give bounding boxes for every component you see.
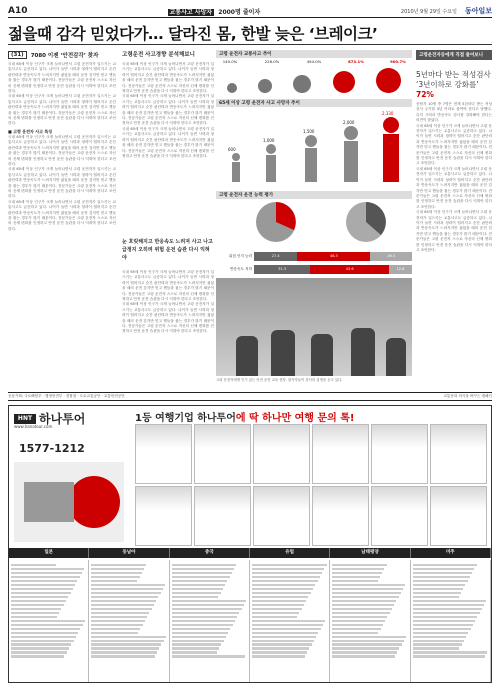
hbar-segment: 12.8: [389, 265, 412, 274]
ad-price-line: [91, 624, 142, 626]
ad-price-line: [172, 592, 221, 594]
article-bullet-heading: ■ 고령 운전자 사고 특징: [8, 128, 53, 134]
sidebar-heading: 고령운전자등에게 직접 물어보니: [416, 50, 492, 60]
ad-price-line: [413, 651, 488, 653]
ad-price-line: [11, 655, 64, 657]
ad-price-line: [252, 604, 304, 606]
ad-price-line: [91, 647, 159, 649]
ad-price-list: [9, 560, 89, 682]
ad-price-line: [332, 643, 401, 645]
article-body: 국내 65세 이상 인구가 크게 늘어나면서 고령 운전자가 일으키는 교통사고도 급증하고 있다. 나이가 들면 시력과 청력이 떨어지고 순간 판단력과 반응속도가 느려지지만 젊었을 때의 운전 감각만 믿고 핸들을 잡는 경우가 많기 때문이다. 전문가들은 고령 운전자 스스로 자신의 신체 변화를 인정하고 안전 운전 습관을 다시 익혀야 한다고 조언한다.: [122, 62, 214, 94]
ad-price-line: [172, 651, 217, 653]
ad-price-line: [332, 628, 380, 630]
sidebar-article: [416, 50, 492, 370]
ad-region-label: 동남아: [89, 548, 169, 558]
ad-price-line: [332, 596, 398, 598]
ad-brand-name: 하나투어: [39, 412, 86, 426]
sidebar-body-continued: 국내 65세 이상 인구가 크게 늘어나면서 고령 운전자가 일으키는 교통사고도 급증하고 있다. 나이가 들면 시력과 청력이 떨어지고 순간 판단력과 반응속도가 느려지지만 젊었을 때의 운전 감각만 믿고 핸들을 잡는 경우가 많기 때문이다. 전문가들은 고령 운전자 스스로 자신의 신체 변화를 인정하고 안전 운전 습관을 다시 익혀야 한다고 조언한다.: [416, 123, 492, 166]
ad-tour-card[interactable]: [135, 424, 192, 484]
ad-price-line: [11, 612, 59, 614]
sidebar-body: 응답자 10명 중 7명은 현재 5년마다 받는 적성검사 주기를 3년 이하로 줄여야 한다고 답했다. 특히 시력과 반응속도 검사를 강화해야 한다는 의견이 많았다.: [416, 102, 492, 123]
ad-price-line: [91, 643, 161, 645]
photo-person: [311, 334, 333, 376]
ad-price-line: [252, 616, 297, 618]
ad-price-line: [91, 628, 140, 630]
ad-region-label: 미주: [411, 548, 491, 558]
series-label: [8, 50, 116, 60]
issue-date: 2010년 9월 29일 수요일: [400, 8, 457, 15]
person-icon: [383, 117, 399, 133]
ad-price-list: [89, 560, 169, 682]
person-icon: [232, 153, 240, 161]
ad-price-line: [332, 576, 379, 578]
ad-price-line: [332, 568, 384, 570]
ad-price-line: [11, 604, 64, 606]
ad-tour-card[interactable]: [253, 486, 310, 546]
ad-price-line: [332, 647, 399, 649]
ad-price-line: [252, 620, 325, 622]
ad-price-line: [413, 608, 482, 610]
ad-slogan-highlight: 에 딱 하나만 여행 문의 톡!: [235, 413, 355, 424]
chart1-bubble: [258, 79, 272, 93]
photo-person: [386, 338, 406, 376]
ad-tour-card[interactable]: [312, 486, 369, 546]
ad-price-line: [413, 612, 480, 614]
ad-price-line: [413, 655, 485, 657]
ad-price-line: [11, 640, 74, 642]
ad-price-line: [172, 624, 233, 626]
article-body-continued: 국내 65세 이상 인구가 크게 늘어나면서 고령 운전자가 일으키는 교통사고도 급증하고 있다. 나이가 들면 시력과 청력이 떨어지고 순간 판단력과 반응속도가 느려지지만 젊었을 때의 운전 감각만 믿고 핸들을 잡는 경우가 많기 때문이다. 전문가들은 고령 운전자 스스로 자신의 신체 변화를 인정하고 안전 운전 습관을 다시 익혀야 한다고 조언한다.: [8, 167, 116, 199]
ad-price-line: [252, 647, 309, 649]
chart-title-1: 고령 운전자 교통사고 추이: [216, 50, 412, 58]
chart1-bubble: [227, 83, 237, 93]
main-headline: 젊을때 감각 믿었다가… 달라진 몸, 한발 늦은 ‘브레이크’: [8, 25, 378, 43]
ad-price-line: [172, 620, 235, 622]
chart1-value: 226.0%: [264, 59, 280, 64]
ad-price-line: [413, 620, 476, 622]
ad-price-line: [11, 620, 85, 622]
article-body-continued: 국내 65세 이상 인구가 크게 늘어나면서 고령 운전자가 일으키는 교통사고도 급증하고 있다. 나이가 들면 시력과 청력이 떨어지고 순간 판단력과 반응속도가 느려지지만 젊었을 때의 운전 감각만 믿고 핸들을 잡는 경우가 많기 때문이다. 전문가들은 고령 운전자 스스로 자신의 신체 변화를 인정하고 안전 운전 습관을 다시 익혀야 한다고 조언한다.: [8, 199, 116, 231]
ad-price-line: [413, 628, 471, 630]
ad-price-line: [252, 651, 307, 653]
ad-price-line: [172, 647, 219, 649]
ad-tour-card[interactable]: [135, 486, 192, 546]
person-icon: [383, 134, 399, 182]
sidebar-body-continued: 국내 65세 이상 인구가 크게 늘어나면서 고령 운전자가 일으키는 교통사고도 급증하고 있다. 나이가 들면 시력과 청력이 떨어지고 순간 판단력과 반응속도가 느려지지만 젊었을 때의 운전 감각만 믿고 핸들을 잡는 경우가 많기 때문이다. 전문가들은 고령 운전자 스스로 자신의 신체 변화를 인정하고 안전 운전 습관을 다시 익혀야 한다고 조언한다.: [416, 166, 492, 209]
series-number: (31): [8, 51, 27, 59]
sidebar-title-line2: ‘3년이하로 강화를’ 72%: [416, 80, 479, 99]
ad-price-line: [11, 636, 76, 638]
sidebar-title-line1: 5년마다 받는 적성검사: [416, 70, 491, 79]
ad-price-line: [172, 584, 225, 586]
ad-price-line: [332, 588, 403, 590]
photo-caption: 고령 운전자에게 인기 있는 안전 운전 교육 현장. 참가자들이 강사의 설명을 듣고 있다.: [216, 378, 343, 382]
ad-price-line: [413, 624, 473, 626]
ad-price-line: [252, 612, 299, 614]
ad-price-line: [91, 604, 154, 606]
person-icon: [344, 126, 358, 140]
ad-price-line: [332, 584, 405, 586]
ad-price-line: [332, 620, 385, 622]
ad-price-line: [332, 651, 397, 653]
ad-price-line: [252, 632, 318, 634]
pull-quote: 눈 흐릿해지고 반응속도 느려져 사고 나고 급정지 오히려 위험 운전 습관 다시 익혀야: [122, 239, 213, 261]
advertisement[interactable]: [8, 405, 492, 683]
person-icon: [305, 148, 317, 182]
ad-region-bar: [9, 548, 491, 558]
hbar-row: [216, 250, 412, 262]
ad-price-line: [172, 636, 226, 638]
ad-price-line: [11, 596, 68, 598]
ad-price-line: [91, 655, 154, 657]
ad-price-line: [252, 580, 318, 582]
ad-price-line: [413, 564, 477, 566]
ad-price-line: [11, 600, 66, 602]
ad-price-line: [172, 608, 242, 610]
article-body-continued: 국내 65세 이상 인구가 크게 늘어나면서 고령 운전자가 일으키는 교통사고도 급증하고 있다. 나이가 들면 시력과 청력이 떨어지고 순간 판단력과 반응속도가 느려지지만 젊었을 때의 운전 감각만 믿고 핸들을 잡는 경우가 많기 때문이다. 전문가들은 고령 운전자 스스로 자신의 신체 변화를 인정하고 안전 운전 습관을 다시 익혀야 한다고 조언한다.: [8, 94, 116, 126]
ad-price-line: [252, 608, 302, 610]
ad-tour-card[interactable]: [194, 424, 251, 484]
article-photo: [216, 278, 412, 376]
ad-price-line: [172, 604, 244, 606]
chart1-bubble: [376, 68, 401, 93]
ad-price-line: [252, 643, 312, 645]
ad-price-line: [172, 572, 232, 574]
ad-price-line: [11, 608, 61, 610]
article-column-1: [8, 62, 116, 390]
ad-price-line: [332, 608, 392, 610]
ad-price-line: [11, 588, 73, 590]
ad-price-line: [91, 572, 141, 574]
section-tag: 교통사고 사망자: [169, 8, 213, 16]
ad-price-line: [413, 592, 461, 594]
chart2-value: 1,500: [303, 129, 315, 134]
sidebar-body-continued: 국내 65세 이상 인구가 크게 늘어나면서 고령 운전자가 일으키는 교통사고도 급증하고 있다. 나이가 들면 시력과 청력이 떨어지고 순간 판단력과 반응속도가 느려지지만 젊었을 때의 운전 감각만 믿고 핸들을 잡는 경우가 많기 때문이다. 전문가들은 고령 운전자 스스로 자신의 신체 변화를 인정하고 안전 운전 습관을 다시 익혀야 한다고 조언한다.: [416, 210, 492, 252]
chart1-value: 900.7%: [390, 59, 406, 64]
ad-price-line: [91, 584, 165, 586]
ad-price-line: [91, 640, 163, 642]
ad-price-line: [172, 632, 229, 634]
ad-price-line: [91, 580, 137, 582]
ad-price-line: [11, 572, 82, 574]
chart2-value: 2,330: [382, 111, 394, 116]
sidebar-percent: 72%: [416, 90, 434, 99]
ad-price-line: [172, 588, 223, 590]
ad-tour-card[interactable]: [194, 486, 251, 546]
chart2-value: 2,000: [343, 120, 355, 125]
ad-price-line: [252, 584, 315, 586]
chart1-bubble: [333, 71, 355, 93]
ad-price-list: [250, 560, 330, 682]
footer-left: 공동기획: 국토해양부 · 행정안전부 · 경찰청 · 도로교통공단 · 교통안전공단: [8, 394, 125, 398]
ad-price-line: [332, 632, 378, 634]
ad-price-line: [252, 564, 327, 566]
ad-region-label: 일본: [9, 548, 89, 558]
hbar-label: 위험 인지 능력: [228, 254, 252, 258]
ad-price-list: [411, 560, 491, 682]
ad-price-line: [11, 651, 67, 653]
section-title: 2000명 줄이자: [218, 8, 261, 16]
chart1-bubble: [293, 75, 311, 93]
ad-price-line: [332, 592, 401, 594]
infographic: [216, 50, 412, 250]
ad-price-line: [332, 616, 387, 618]
ad-price-line: [413, 576, 470, 578]
ad-price-line: [11, 647, 69, 649]
footer-right: 교통문화 의식을 바꾸는 캠페인: [443, 394, 492, 398]
ad-price-line: [172, 568, 235, 570]
person-icon: [232, 162, 240, 182]
article-column-2b: [122, 270, 214, 390]
ad-slogan-prefix: 1등 여행기업 하나투어: [135, 413, 236, 424]
ad-price-line: [413, 568, 475, 570]
photo-person: [351, 328, 375, 376]
ad-price-lists: [9, 560, 491, 682]
ad-price-line: [252, 576, 320, 578]
ad-tour-card[interactable]: [430, 486, 487, 546]
ad-price-line: [11, 628, 80, 630]
ad-price-line: [252, 636, 316, 638]
ad-price-line: [413, 643, 462, 645]
ad-graphic: [14, 462, 124, 542]
ad-price-line: [413, 604, 485, 606]
chart-title-3: 고령 운전자 운전 능력 평가: [216, 191, 412, 199]
ad-price-line: [91, 592, 160, 594]
ad-price-line: [252, 655, 305, 657]
ad-tour-grid: [135, 424, 487, 546]
page-footer: [8, 392, 492, 401]
ad-price-line: [91, 636, 166, 638]
ad-phone: 1577-1212: [19, 442, 85, 455]
ad-price-line: [172, 576, 230, 578]
ad-price-line: [172, 616, 238, 618]
ad-price-line: [332, 580, 377, 582]
ad-price-line: [413, 647, 460, 649]
ad-price-line: [413, 596, 459, 598]
sidebar-title: [416, 70, 492, 100]
ad-price-line: [11, 632, 78, 634]
ad-price-line: [91, 600, 156, 602]
hbar-row: [216, 263, 412, 275]
ad-price-line: [91, 588, 163, 590]
ad-price-line: [252, 572, 322, 574]
ad-price-line: [332, 564, 386, 566]
ad-price-line: [172, 564, 237, 566]
ad-tour-card[interactable]: [253, 424, 310, 484]
page-header: [8, 5, 492, 18]
ad-price-line: [172, 643, 222, 645]
article-body-continued: 국내 65세 이상 인구가 크게 늘어나면서 고령 운전자가 일으키는 교통사고도 급증하고 있다. 나이가 들면 시력과 청력이 떨어지고 순간 판단력과 반응속도가 느려지지만 젊었을 때의 운전 감각만 믿고 핸들을 잡는 경우가 많기 때문이다. 전문가들은 고령 운전자 스스로 자신의 신체 변화를 인정하고 안전 운전 습관을 다시 익혀야 한다고 조언한다.: [122, 302, 214, 334]
article-body-continued: 국내 65세 이상 인구가 크게 늘어나면서 고령 운전자가 일으키는 교통사고도 급증하고 있다. 나이가 들면 시력과 청력이 떨어지고 순간 판단력과 반응속도가 느려지지만 젊었을 때의 운전 감각만 믿고 핸들을 잡는 경우가 많기 때문이다. 전문가들은 고령 운전자 스스로 자신의 신체 변화를 인정하고 안전 운전 습관을 다시 익혀야 한다고 조언한다.: [8, 134, 116, 166]
chart1-value: 140.0%: [222, 59, 238, 64]
person-icon: [344, 141, 358, 182]
ad-price-line: [11, 580, 77, 582]
article-body-continued: 국내 65세 이상 인구가 크게 늘어나면서 고령 운전자가 일으키는 교통사고도 급증하고 있다. 나이가 들면 시력과 청력이 떨어지고 순간 판단력과 반응속도가 느려지지만 젊었을 때의 운전 감각만 믿고 핸들을 잡는 경우가 많기 때문이다. 전문가들은 고령 운전자 스스로 자신의 신체 변화를 인정하고 안전 운전 습관을 다시 익혀야 한다고 조언한다.: [122, 94, 214, 126]
ad-price-line: [252, 624, 323, 626]
ad-price-line: [172, 628, 231, 630]
chart3-pie-area: [216, 199, 412, 245]
chart1-values: [216, 58, 412, 65]
ad-price-line: [413, 632, 469, 634]
ad-price-line: [413, 572, 473, 574]
ad-price-line: [332, 600, 396, 602]
newspaper-name: 동아일보: [464, 7, 492, 15]
ad-region-label: 유럽: [250, 548, 330, 558]
article-column-2: [122, 62, 214, 234]
ad-price-line: [252, 588, 313, 590]
ad-price-line: [91, 576, 139, 578]
ad-price-line: [11, 584, 75, 586]
ad-image-placeholder: [24, 482, 74, 522]
person-icon: [266, 155, 276, 182]
ad-price-line: [91, 632, 138, 634]
ad-price-line: [252, 640, 314, 642]
ad-price-line: [91, 564, 146, 566]
ad-price-line: [11, 576, 80, 578]
hanatour-logo-icon: HNT: [14, 414, 36, 424]
ad-price-line: [332, 655, 395, 657]
ad-price-line: [252, 592, 311, 594]
ad-price-line: [91, 620, 144, 622]
ad-tour-card[interactable]: [371, 424, 428, 484]
chart2-value: 600: [228, 147, 236, 152]
ad-price-line: [413, 600, 487, 602]
ad-price-line: [172, 612, 240, 614]
photo-person: [236, 336, 258, 376]
hbar-segment: 46.3: [297, 252, 370, 261]
section-label: [168, 7, 261, 16]
person-icon: [305, 135, 317, 147]
chart1-value: 873.1%: [348, 59, 364, 64]
ad-price-line: [413, 584, 466, 586]
chart-title-2: 65세 이상 고령 운전자 사고 사망자 추이: [216, 99, 412, 107]
chart2-people-graph: [216, 107, 412, 187]
ad-price-line: [11, 568, 84, 570]
hbar-segment: 27.4: [254, 252, 297, 261]
ad-price-line: [413, 640, 464, 642]
ad-price-line: [413, 636, 466, 638]
ad-price-line: [91, 608, 151, 610]
hbar-segment: 43.6: [310, 265, 389, 274]
photo-person: [271, 330, 295, 376]
ad-price-line: [91, 596, 158, 598]
ad-price-line: [413, 588, 463, 590]
chart1-bubbles: [216, 67, 412, 93]
ad-url[interactable]: www.hanatour.com: [14, 424, 53, 429]
ad-region-label: 중국: [170, 548, 250, 558]
ad-slogan: [135, 409, 354, 424]
ad-price-line: [252, 628, 321, 630]
ad-price-line: [413, 580, 468, 582]
ad-promo-circle: [68, 476, 120, 528]
chart1-value: 494.0%: [306, 59, 322, 64]
chart2-value: 1,000: [263, 138, 275, 143]
person-icon: [266, 144, 276, 154]
headline-divider: [8, 44, 492, 45]
article-body: 국내 65세 이상 인구가 크게 늘어나면서 고령 운전자가 일으키는 교통사고도 급증하고 있다. 나이가 들면 시력과 청력이 떨어지고 순간 판단력과 반응속도가 느려지지만 젊었을 때의 운전 감각만 믿고 핸들을 잡는 경우가 많기 때문이다. 전문가들은 고령 운전자 스스로 자신의 신체 변화를 인정하고 안전 운전 습관을 다시 익혀야 한다고 조언한다.: [122, 270, 214, 302]
hbar-segment: 31.3: [254, 265, 310, 274]
ad-price-line: [172, 655, 245, 657]
ad-price-line: [11, 564, 56, 566]
series-title: 7080 이젠 ‘안전감각’ 찾자: [30, 53, 99, 59]
ad-tour-card[interactable]: [430, 424, 487, 484]
article-body: 국내 65세 이상 인구가 크게 늘어나면서 고령 운전자가 일으키는 교통사고도 급증하고 있다. 나이가 들면 시력과 청력이 떨어지고 순간 판단력과 반응속도가 느려지지만 젊었을 때의 운전 감각만 믿고 핸들을 잡는 경우가 많기 때문이다. 전문가들은 고령 운전자 스스로 자신의 신체 변화를 인정하고 안전 운전 습관을 다시 익혀야 한다고 조언한다.: [8, 62, 116, 94]
ad-price-line: [332, 624, 382, 626]
ad-region-label: 남태평양: [330, 548, 410, 558]
ad-price-line: [11, 624, 83, 626]
ad-brand-block: [9, 406, 129, 546]
ad-price-line: [11, 616, 57, 618]
article-body-continued: 국내 65세 이상 인구가 크게 늘어나면서 고령 운전자가 일으키는 교통사고도 급증하고 있다. 나이가 들면 시력과 청력이 떨어지고 순간 판단력과 반응속도가 느려지지만 젊었을 때의 운전 감각만 믿고 핸들을 잡는 경우가 많기 때문이다. 전문가들은 고령 운전자 스스로 자신의 신체 변화를 인정하고 안전 운전 습관을 다시 익혀야 한다고 조언한다.: [122, 126, 214, 158]
ad-price-line: [332, 604, 394, 606]
article-subheading: 고령운전 사고경향 분석해보니: [122, 52, 195, 58]
ad-tour-card[interactable]: [312, 424, 369, 484]
ad-price-line: [172, 596, 219, 598]
hbar-segment: 26.3: [370, 252, 412, 261]
ad-price-line: [413, 616, 478, 618]
ad-price-line: [91, 612, 149, 614]
ad-tour-card[interactable]: [371, 486, 428, 546]
ad-price-line: [172, 640, 224, 642]
ad-price-line: [91, 616, 147, 618]
ad-price-list: [330, 560, 410, 682]
ad-price-line: [252, 600, 306, 602]
page-number: A10: [8, 6, 28, 16]
ad-price-line: [172, 600, 247, 602]
ad-price-line: [172, 580, 228, 582]
ad-price-line: [252, 596, 308, 598]
ad-price-line: [332, 572, 382, 574]
ad-price-list: [170, 560, 250, 682]
ad-price-line: [11, 643, 71, 645]
ad-price-line: [11, 592, 71, 594]
hbar-label: 반응속도 저하: [230, 267, 252, 271]
ad-price-line: [252, 568, 324, 570]
ad-price-line: [332, 640, 404, 642]
ad-price-line: [332, 612, 389, 614]
ad-price-line: [332, 636, 406, 638]
ad-price-line: [91, 651, 157, 653]
ad-price-line: [91, 568, 144, 570]
